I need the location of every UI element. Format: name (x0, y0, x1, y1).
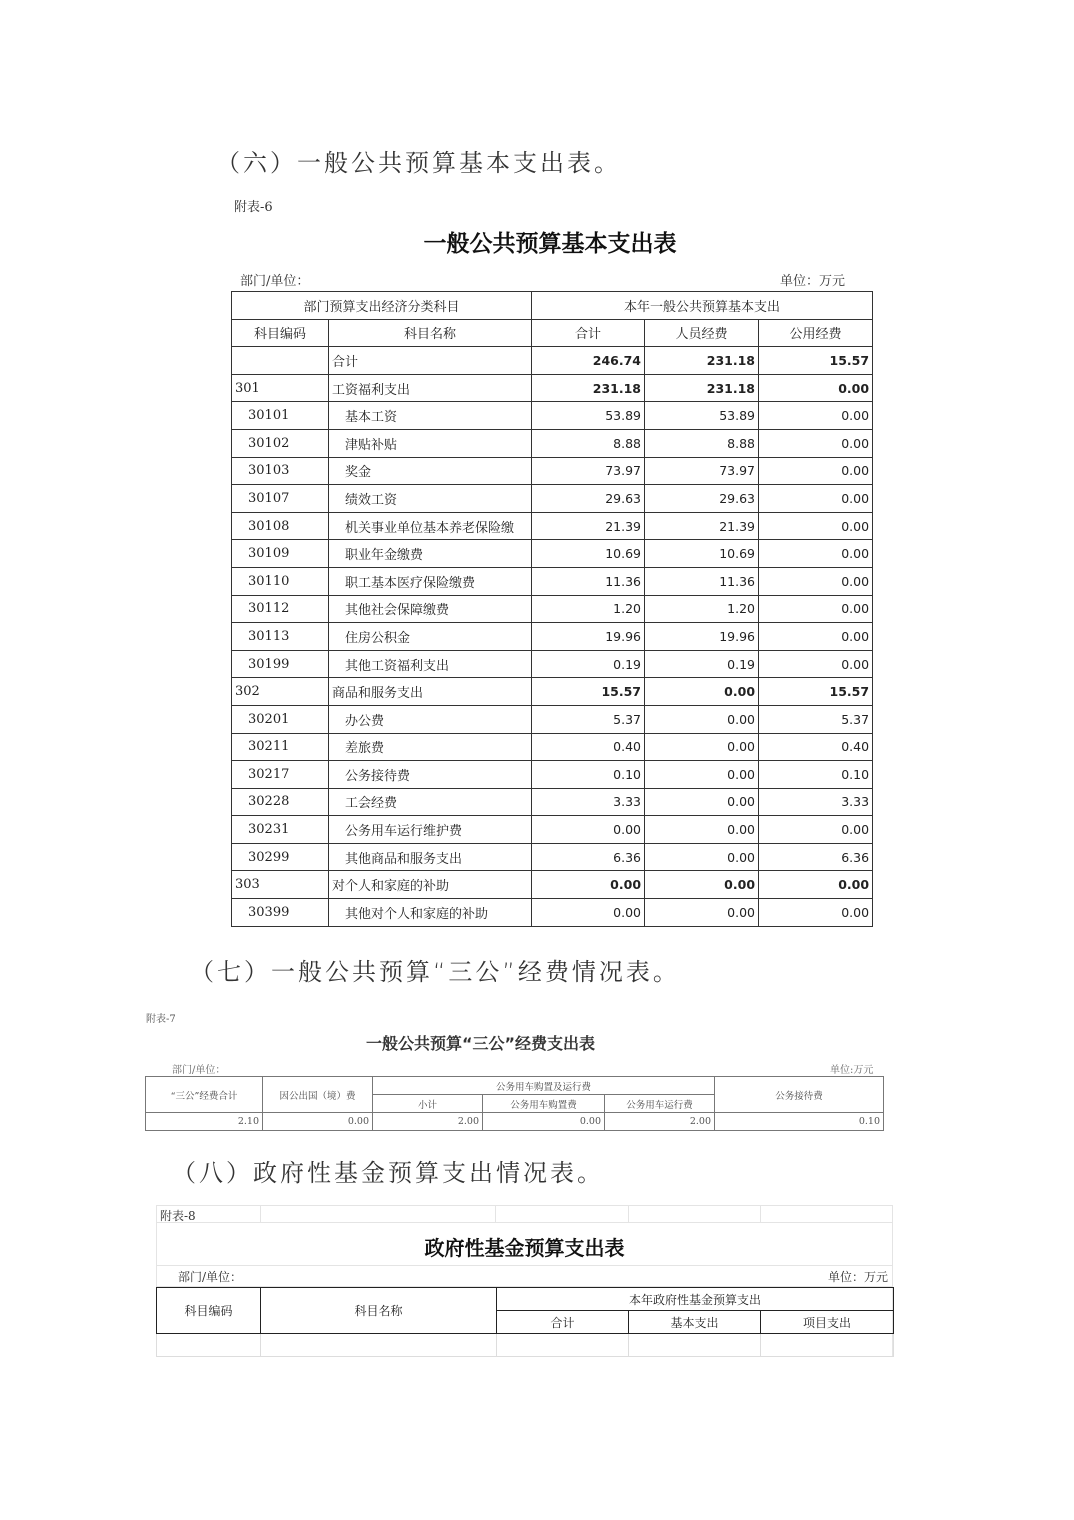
empty-cell (157, 1334, 261, 1357)
table-row (232, 374, 873, 402)
row-personnel: 0.19 (645, 650, 759, 678)
row-public: 0.00 (759, 457, 873, 485)
row-code: 30109 (232, 540, 329, 568)
row-public: 0.10 (759, 761, 873, 789)
row-code: 30113 (232, 623, 329, 651)
header-abroad: 因公出国（境）费 (263, 1077, 373, 1113)
row-code: 30217 (232, 761, 329, 789)
row-public: 0.00 (759, 512, 873, 540)
row-personnel: 10.69 (645, 540, 759, 568)
table8-dept-label: 部门/单位： (178, 1270, 243, 1284)
header-vehicle: 公务用车购置及运行费 (373, 1077, 715, 1095)
row-public: 0.00 (759, 540, 873, 568)
table8-unit-label: 单位：万元 (828, 1270, 889, 1284)
header-subtotal: 小计 (373, 1095, 483, 1113)
table-row (232, 402, 873, 430)
row-personnel: 21.39 (645, 512, 759, 540)
value-vehicle-purchase: 0.00 (483, 1113, 605, 1131)
row-code: 30102 (232, 429, 329, 457)
header-name: 科目名称 (329, 319, 532, 347)
row-personnel: 0.00 (645, 871, 759, 899)
row-personnel: 73.97 (645, 457, 759, 485)
header-personnel: 人员经费 (645, 319, 759, 347)
row-code: 30299 (232, 843, 329, 871)
header-vehicle-operation: 公务用车运行费 (605, 1095, 715, 1113)
table-row (232, 733, 873, 761)
row-name: 公务用车运行维护费 (329, 816, 532, 844)
table8-title: 政府性基金预算支出表 (424, 1236, 625, 1260)
table-row (232, 540, 873, 568)
row-total: 0.10 (532, 761, 645, 789)
row-code: 30231 (232, 816, 329, 844)
row-total: 3.33 (532, 788, 645, 816)
row-public: 15.57 (759, 678, 873, 706)
row-total: 0.00 (532, 816, 645, 844)
row-public: 0.00 (759, 816, 873, 844)
table-row (232, 595, 873, 623)
row-name: 其他对个人和家庭的补助 (329, 899, 532, 927)
row-total: 246.74 (532, 347, 645, 375)
header-vehicle-purchase: 公务用车购置费 (483, 1095, 605, 1113)
empty-cell (497, 1334, 629, 1357)
table-row (232, 843, 873, 871)
row-personnel: 0.00 (645, 761, 759, 789)
row-total: 0.19 (532, 650, 645, 678)
row-public: 0.00 (759, 650, 873, 678)
table-row (232, 650, 873, 678)
row-name: 对个人和家庭的补助 (329, 871, 532, 899)
row-total: 0.00 (532, 871, 645, 899)
header-current-year-expenditure: 本年一般公共预算基本支出 (532, 292, 873, 320)
header-classification: 部门预算支出经济分类科目 (232, 292, 532, 320)
row-total: 5.37 (532, 705, 645, 733)
row-public: 0.00 (759, 623, 873, 651)
row-personnel: 8.88 (645, 429, 759, 457)
header-fund-expenditure: 本年政府性基金预算支出 (497, 1288, 894, 1311)
table7-dept-label: 部门/单位： (172, 1065, 226, 1076)
row-code: 30112 (232, 595, 329, 623)
row-code: 301 (232, 374, 329, 402)
row-name: 奖金 (329, 457, 532, 485)
row-code: 30201 (232, 705, 329, 733)
row-name: 商品和服务支出 (329, 678, 532, 706)
row-public: 5.37 (759, 705, 873, 733)
table-row (232, 485, 873, 513)
spreadsheet-grid-line (156, 1265, 893, 1287)
row-name: 住房公积金 (329, 623, 532, 651)
row-total: 0.00 (532, 899, 645, 927)
table7-title: 一般公共预算“三公”经费支出表 (366, 1034, 596, 1053)
row-name: 其他社会保障缴费 (329, 595, 532, 623)
row-code: 30211 (232, 733, 329, 761)
empty-cell (261, 1334, 497, 1357)
header-code: 科目编码 (157, 1288, 261, 1334)
row-total: 53.89 (532, 402, 645, 430)
row-code: 30101 (232, 402, 329, 430)
row-total: 1.20 (532, 595, 645, 623)
row-name: 办公费 (329, 705, 532, 733)
row-total: 21.39 (532, 512, 645, 540)
table6-dept-label: 部门/单位： (240, 274, 310, 289)
table-row (232, 678, 873, 706)
value-reception: 0.10 (715, 1113, 884, 1131)
row-personnel: 0.00 (645, 843, 759, 871)
table-row (232, 761, 873, 789)
header-reception: 公务接待费 (715, 1077, 884, 1113)
table-row (232, 899, 873, 927)
row-code: 30110 (232, 567, 329, 595)
row-public: 0.00 (759, 871, 873, 899)
row-personnel: 0.00 (645, 788, 759, 816)
spreadsheet-grid-line (260, 1205, 496, 1223)
row-total: 15.57 (532, 678, 645, 706)
government-fund-expenditure-table (156, 1287, 894, 1357)
value-three-public-total: 2.10 (146, 1113, 263, 1131)
row-public: 0.00 (759, 374, 873, 402)
row-total: 73.97 (532, 457, 645, 485)
table-row (232, 512, 873, 540)
header-code: 科目编码 (232, 319, 329, 347)
spreadsheet-grid-line (628, 1205, 761, 1223)
row-name: 职工基本医疗保险缴费 (329, 567, 532, 595)
row-personnel: 0.00 (645, 816, 759, 844)
row-code: 30399 (232, 899, 329, 927)
section7-heading: （七）一般公共预算“三公”经费情况表。 (190, 958, 680, 986)
table-row (232, 347, 873, 375)
row-name: 公务接待费 (329, 761, 532, 789)
row-public: 0.00 (759, 485, 873, 513)
row-name: 其他商品和服务支出 (329, 843, 532, 871)
attachment-label-6: 附表-6 (234, 200, 273, 215)
row-code: 30103 (232, 457, 329, 485)
general-budget-basic-expenditure-table (231, 291, 873, 927)
row-personnel: 0.00 (645, 899, 759, 927)
row-public: 15.57 (759, 347, 873, 375)
table-row (232, 623, 873, 651)
row-code: 30228 (232, 788, 329, 816)
empty-cell (761, 1334, 894, 1357)
row-public: 3.33 (759, 788, 873, 816)
table-row (232, 457, 873, 485)
value-vehicle-operation: 2.00 (605, 1113, 715, 1131)
section6-heading: （六）一般公共预算基本支出表。 (216, 149, 621, 177)
three-public-expenses-table (145, 1076, 884, 1131)
row-personnel: 11.36 (645, 567, 759, 595)
row-total: 29.63 (532, 485, 645, 513)
row-public: 0.00 (759, 402, 873, 430)
table-row (232, 816, 873, 844)
row-name: 津贴补贴 (329, 429, 532, 457)
row-total: 6.36 (532, 843, 645, 871)
attachment-label-8: 附表-8 (160, 1209, 196, 1223)
row-personnel: 0.00 (645, 705, 759, 733)
header-project: 项目支出 (761, 1311, 894, 1334)
empty-cell (629, 1334, 761, 1357)
header-three-public-total: “三公”经费合计 (146, 1077, 263, 1113)
section8-heading: （八）政府性基金预算支出情况表。 (172, 1159, 604, 1187)
row-public: 0.00 (759, 567, 873, 595)
row-public: 0.40 (759, 733, 873, 761)
attachment-label-7: 附表-7 (146, 1014, 176, 1025)
header-public: 公用经费 (759, 319, 873, 347)
table6-unit-label: 单位：万元 (780, 274, 846, 289)
row-name: 职业年金缴费 (329, 540, 532, 568)
row-personnel: 19.96 (645, 623, 759, 651)
row-personnel: 0.00 (645, 733, 759, 761)
row-name: 差旅费 (329, 733, 532, 761)
table-row (232, 429, 873, 457)
table-row (232, 788, 873, 816)
row-code (232, 347, 329, 375)
table-row (232, 705, 873, 733)
header-name: 科目名称 (261, 1288, 497, 1334)
row-total: 19.96 (532, 623, 645, 651)
table-row (232, 871, 873, 899)
row-personnel: 231.18 (645, 374, 759, 402)
value-abroad: 0.00 (263, 1113, 373, 1131)
row-code: 30199 (232, 650, 329, 678)
row-personnel: 0.00 (645, 678, 759, 706)
row-total: 231.18 (532, 374, 645, 402)
table7-unit-label: 单位:万元 (830, 1065, 874, 1076)
header-total: 合计 (532, 319, 645, 347)
row-total: 11.36 (532, 567, 645, 595)
row-name: 合计 (329, 347, 532, 375)
row-code: 302 (232, 678, 329, 706)
header-total: 合计 (497, 1311, 629, 1334)
row-name: 其他工资福利支出 (329, 650, 532, 678)
row-public: 0.00 (759, 595, 873, 623)
header-basic: 基本支出 (629, 1311, 761, 1334)
table6-title: 一般公共预算基本支出表 (423, 231, 677, 257)
row-name: 绩效工资 (329, 485, 532, 513)
row-total: 0.40 (532, 733, 645, 761)
row-personnel: 231.18 (645, 347, 759, 375)
row-code: 303 (232, 871, 329, 899)
row-name: 基本工资 (329, 402, 532, 430)
row-name: 机关事业单位基本养老保险缴 (329, 512, 532, 540)
value-subtotal: 2.00 (373, 1113, 483, 1131)
row-total: 8.88 (532, 429, 645, 457)
row-code: 30107 (232, 485, 329, 513)
row-name: 工会经费 (329, 788, 532, 816)
row-code: 30108 (232, 512, 329, 540)
row-total: 10.69 (532, 540, 645, 568)
row-name: 工资福利支出 (329, 374, 532, 402)
row-personnel: 1.20 (645, 595, 759, 623)
row-public: 0.00 (759, 899, 873, 927)
row-public: 6.36 (759, 843, 873, 871)
row-personnel: 29.63 (645, 485, 759, 513)
row-public: 0.00 (759, 429, 873, 457)
row-personnel: 53.89 (645, 402, 759, 430)
table-row (232, 567, 873, 595)
